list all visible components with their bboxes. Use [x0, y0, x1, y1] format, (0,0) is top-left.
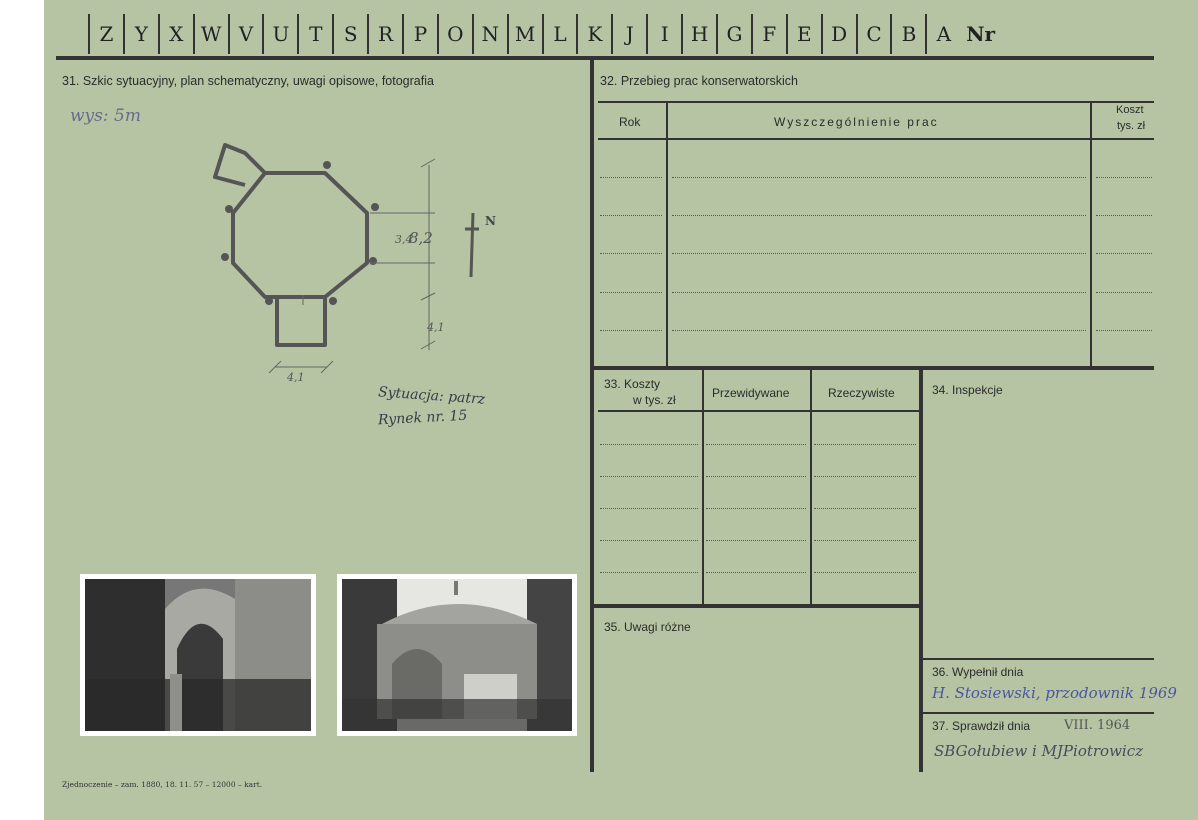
table-dotted-line — [600, 572, 698, 573]
header-letter: O — [437, 14, 472, 54]
section35-label: 35. Uwagi różne — [604, 620, 691, 634]
table-dotted-line — [706, 572, 806, 573]
section33-bottom-rule — [594, 604, 922, 608]
table-dotted-line — [672, 215, 1086, 216]
table-dotted-line — [672, 253, 1086, 254]
section32-bottom-rule — [594, 366, 1154, 370]
header-letter: A — [925, 14, 960, 54]
header-letter: Y — [123, 14, 158, 54]
table-dotted-line — [706, 540, 806, 541]
table-dotted-line — [814, 540, 916, 541]
table-dotted-line — [672, 177, 1086, 178]
header-letter: R — [367, 14, 402, 54]
table-dotted-line — [706, 444, 806, 445]
col-cost-header-1: Koszt — [1116, 104, 1144, 116]
table-dotted-line — [814, 572, 916, 573]
photo-chapel-view — [337, 574, 577, 736]
photo-arch-closeup — [80, 574, 316, 736]
table-dotted-line — [706, 508, 806, 509]
table-dotted-line — [600, 330, 662, 331]
section31-label: 31. Szkic sytuacyjny, plan schematyczny, uwagi opisowe, fotografia — [62, 74, 434, 88]
header-letter: G — [716, 14, 751, 54]
table-dotted-line — [814, 476, 916, 477]
col-actual-header: Rzeczywiste — [828, 386, 895, 400]
table32-header-rule — [598, 138, 1154, 140]
table33-header-rule — [598, 410, 920, 412]
dim-3-4: 3,4 — [395, 233, 413, 246]
header-letter: U — [262, 14, 297, 54]
table-dotted-line — [1096, 177, 1152, 178]
header-letter: Z — [88, 14, 123, 54]
table-dotted-line — [672, 330, 1086, 331]
header-letter: X — [158, 14, 193, 54]
table-dotted-line — [600, 253, 662, 254]
section37-label: 37. Sprawdził dnia — [932, 719, 1031, 733]
header-letter: J — [611, 14, 646, 54]
header-letter: T — [297, 14, 332, 54]
table-dotted-line — [672, 292, 1086, 293]
table-dotted-line — [600, 508, 698, 509]
table-dotted-line — [814, 508, 916, 509]
situation-line-2: Rynek nr. 15 — [377, 407, 468, 429]
footer-imprint: Zjednoczenie – zam. 1880, 18. 11. 57 – 12000 – kart. — [62, 780, 263, 789]
table-dotted-line — [1096, 253, 1152, 254]
table33-col-rule-1 — [702, 370, 704, 606]
height-note: wys: 5m — [70, 106, 141, 126]
table-dotted-line — [1096, 292, 1152, 293]
col-cost-header-2: tys. zł — [1117, 120, 1146, 132]
header-letter: P — [402, 14, 437, 54]
section37-value: SBGołubiew i MJPiotrowicz — [934, 742, 1144, 760]
table-dotted-line — [600, 540, 698, 541]
table-dotted-line — [1096, 330, 1152, 331]
section33-label-2: w tys. zł — [633, 393, 676, 407]
header-letter: H — [681, 14, 716, 54]
col-rok-header: Rok — [619, 115, 641, 129]
col-planned-header: Przewidywane — [712, 386, 790, 400]
table32-top-rule — [598, 101, 1154, 103]
table-dotted-line — [600, 444, 698, 445]
table-dotted-line — [600, 476, 698, 477]
section37-top-rule — [922, 712, 1154, 714]
section33-label-1: 33. Koszty — [604, 377, 661, 391]
header-rule — [56, 56, 1154, 60]
section34-label: 34. Inspekcje — [932, 383, 1003, 397]
header-letter: M — [507, 14, 542, 54]
table33-col-rule-2 — [810, 370, 812, 606]
header-letter: B — [890, 14, 925, 54]
table-dotted-line — [814, 444, 916, 445]
header-letter: F — [751, 14, 786, 54]
header-letter: I — [646, 14, 681, 54]
header-letter: D — [821, 14, 856, 54]
header-letter: E — [786, 14, 821, 54]
header-letter: S — [332, 14, 367, 54]
col-works-header: Wyszczególnienie prac — [774, 115, 939, 129]
table32-col-rok-rule — [666, 101, 668, 367]
dim-4-1-vertical: 4,1 — [427, 321, 445, 334]
dim-4-1-horizontal: 4,1 — [287, 371, 305, 384]
table-dotted-line — [600, 215, 662, 216]
north-arrow-label: N — [485, 214, 496, 228]
header-letter: W — [193, 14, 228, 54]
octagon-sketch — [195, 135, 505, 385]
table-dotted-line — [600, 292, 662, 293]
header-letters — [88, 14, 995, 54]
header-letter: L — [542, 14, 577, 54]
header-letter: V — [228, 14, 263, 54]
table32-col-cost-rule — [1090, 101, 1092, 367]
header-letter: N — [472, 14, 507, 54]
nr-label: Nr — [966, 22, 996, 46]
section37-date: VIII. 1964 — [1064, 718, 1131, 733]
header-letter: K — [576, 14, 611, 54]
table-dotted-line — [600, 177, 662, 178]
section32-label: 32. Przebieg prac konserwatorskich — [600, 74, 799, 88]
section36-value: H. Stosiewski, przodownik 1969 — [932, 684, 1177, 702]
section36-label: 36. Wypełnił dnia — [932, 665, 1024, 679]
section36-top-rule — [922, 658, 1154, 660]
main-divider — [590, 60, 594, 772]
table-dotted-line — [706, 476, 806, 477]
situation-line-1: Sytuacja: patrz — [377, 384, 486, 408]
header-letter: C — [856, 14, 891, 54]
table-dotted-line — [1096, 215, 1152, 216]
dim-8-2: 8,2 — [409, 229, 433, 247]
